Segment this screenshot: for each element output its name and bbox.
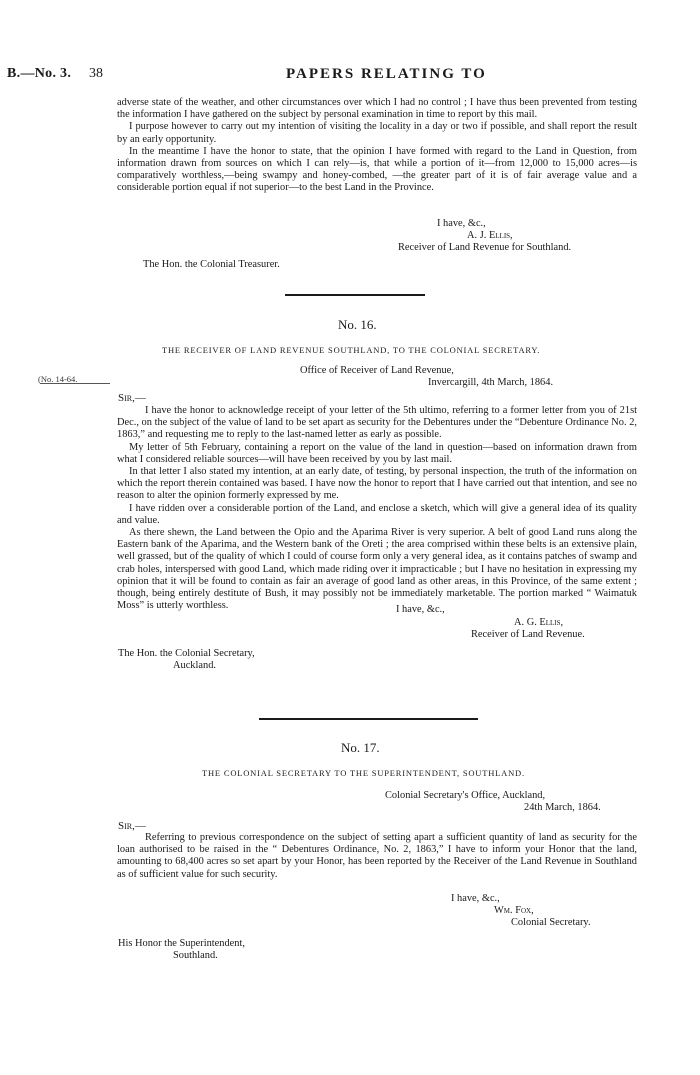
section-divider xyxy=(285,294,425,296)
addressee: His Honor the Superintendent, xyxy=(118,938,245,949)
paragraph: Referring to previous correspondence on the subject of setting apart a sufficient quantity of land as security for the loan authorised to be raised in the “ Debentures Ordinance, No. 2, 1863,” I have to inform your Honor that the land, amounting to 68,400 acres so set apart by your Honor, has been reported by the Receiver of the Land Revenue in Southland as of sufficient value for such security. xyxy=(117,832,637,880)
paragraph: I have ridden over a considerable portion of the Land, and enclose a sketch, which will give a general idea of its quality and value. xyxy=(117,502,637,526)
paragraph: In the meantime I have the honor to state, that the opinion I have formed with regard to the Land in Question, from information drawn from sources on which I can rely—is, that while a portion of it—from 12,000 to 15,000 acres—is comparatively worthless,—being swampy and honey-combed, —the greater part of it is of fair average value and a considerable portion equal if not superior—to the best Land in the Province. xyxy=(117,145,637,194)
addressee-location: Southland. xyxy=(173,950,218,961)
signature-title: Receiver of Land Revenue for Southland. xyxy=(398,242,572,253)
paragraph: I have the honor to acknowledge receipt of your letter of the 5th ultimo, referring to a former letter from you of 21st Dec., on the subject of the value of land to be set apart as security for the Debentures under the “Debenture Ordinance No. 2, 1863,” and requesting me to reply to the last-named letter as early as possible. xyxy=(117,405,637,441)
salutation: Sir,— xyxy=(118,820,146,832)
section-divider xyxy=(259,718,478,720)
addressee: The Hon. the Colonial Treasurer. xyxy=(143,259,280,270)
signature: A. G. Ellis, xyxy=(514,617,564,628)
addressee: The Hon. the Colonial Secretary, xyxy=(118,648,255,659)
letter-heading: THE COLONIAL SECRETARY TO THE SUPERINTENDENT, SOUTHLAND. xyxy=(202,768,525,778)
letter-number: No. 16. xyxy=(338,317,377,332)
closing: I have, &c., xyxy=(437,218,486,229)
letter-heading: THE RECEIVER OF LAND REVENUE SOUTHLAND, TO THE COLONIAL SECRETARY. xyxy=(162,345,541,355)
document-reference: B.—No. 3. xyxy=(7,66,72,81)
sender-office: Colonial Secretary's Office, Auckland, xyxy=(385,790,546,801)
running-title: PAPERS RELATING TO xyxy=(286,66,487,82)
place-date: Invercargill, 4th March, 1864. xyxy=(428,377,554,388)
paragraph: My letter of 5th February, containing a report on the value of the land in question—based on information drawn from what I considered reliable sources—will have been received by you by last mail. xyxy=(117,441,637,465)
closing: I have, &c., xyxy=(451,893,500,904)
paragraph: As there shewn, the Land between the Opio and the Aparima River is very superior. A belt of good Land runs along the Eastern bank of the Aparima, and the Western bank of the Oreti ; the area comprised within these belts is an extensive plain, well grassed, but of the quality of which I could of course form only a very general idea, as it contains patches of swamp and crab holes, interspersed with good Land, which made riding over it impracticable ; but I have no hesitation in expressing my opinion that it will be found to contain as fair an average of good land as other areas, in this Province, of the same extent ; though, being entirely destitute of Bush, it may possibly not be immediately marketable. The portion marked “ Waimatuk Moss” is utterly worthless. xyxy=(117,527,637,612)
paragraph: In that letter I also stated my intention, at an early date, of testing, by personal inspection, the truth of the information on which the report therein contained was based. I have now the honor to report that I have carried out that intention, and see no reason to alter the opinion formerly expressed by me. xyxy=(117,466,637,502)
sender-office: Office of Receiver of Land Revenue, xyxy=(300,365,454,376)
signature: Wm. Fox, xyxy=(494,905,534,916)
letter17-body xyxy=(117,832,637,881)
letter-number: No. 17. xyxy=(341,740,380,755)
salutation: Sir,— xyxy=(118,392,146,404)
letter16-body xyxy=(117,405,637,612)
page-number: 38 xyxy=(89,66,103,81)
signature-title: Colonial Secretary. xyxy=(511,917,591,928)
paragraph: I purpose however to carry out my intention of visiting the locality in a day or two if possible, and shall report the result by an early opportunity. xyxy=(117,121,637,145)
paragraph: adverse state of the weather, and other circumstances over which I had no control ; I have thus been prevented from testing the information I have gathered on the subject by personal examination in time to report by this mail. xyxy=(117,97,637,121)
closing: I have, &c., xyxy=(396,604,445,615)
margin-note: (No. 14-64. xyxy=(38,374,78,384)
addressee-location: Auckland. xyxy=(173,660,216,671)
signature: A. J. Ellis, xyxy=(467,230,513,241)
letter-date: 24th March, 1864. xyxy=(524,802,601,813)
continuation-body xyxy=(117,97,637,195)
signature-title: Receiver of Land Revenue. xyxy=(471,629,585,640)
margin-divider xyxy=(40,383,110,384)
